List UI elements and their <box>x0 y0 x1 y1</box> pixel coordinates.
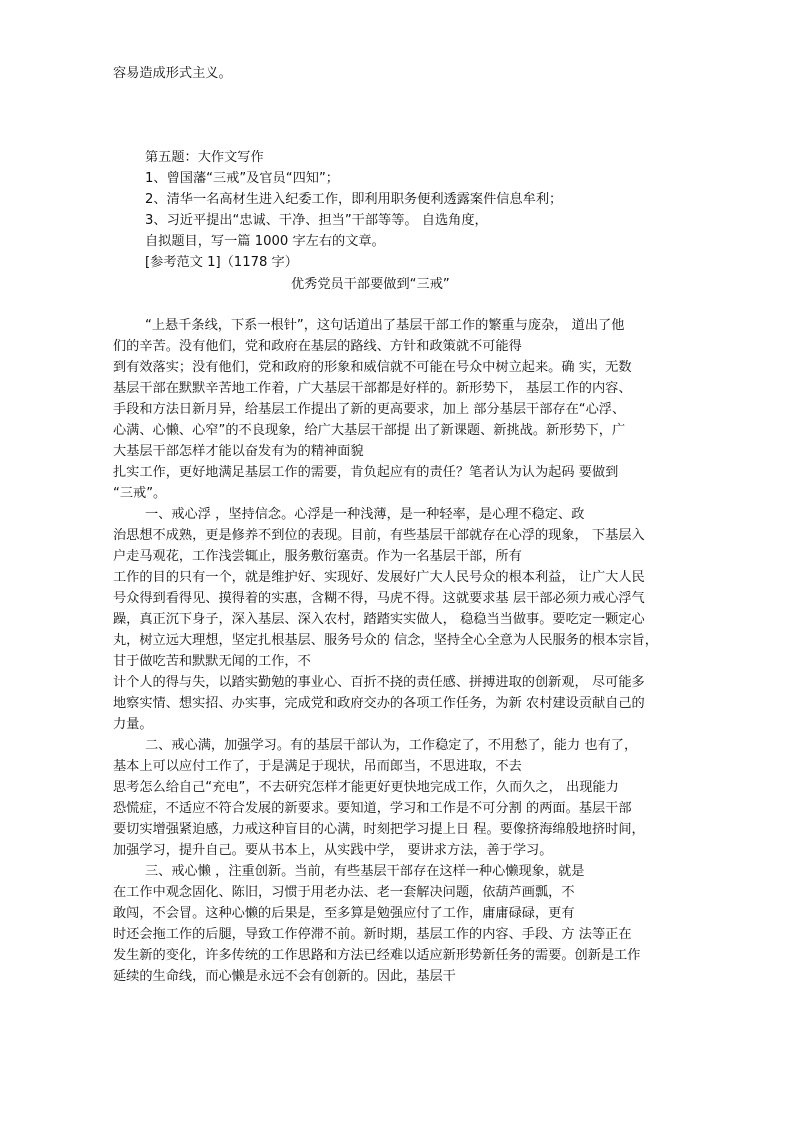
reference-label: [参考范文 1]（1178 字） <box>145 255 298 270</box>
essay-line: 敢闯，不会冒。这种心懒的后果是，至多算是勉强应付了工作，庸庸碌碌，更有 <box>113 906 575 921</box>
essay-line: 要切实增强紧迫感，力戒这种盲目的心满，时刻把学习提上日 程。要像挤海绵般地挤时间， <box>113 822 645 837</box>
question-item-1: 1、曾国藩“三戒”及官员“四知”； <box>145 171 339 186</box>
essay-line: 号众得到看得见、摸得着的实惠，含糊不得，马虎不得。这就要求基 层干部必须力戒心浮气 <box>113 591 645 606</box>
question-item-2: 2、清华一名高材生进入纪委工作，即利用职务便利透露案件信息牟利； <box>145 192 563 207</box>
essay-line: 思考怎么给自己“充电”，不去研究怎样才能更好更快地完成工作，久而久之， 出现能力 <box>113 780 619 795</box>
essay-line: 躁，真正沉下身子，深入基层、深入农村，踏踏实实做人， 稳稳当当做事。要吃定一颗定心 <box>113 612 645 627</box>
essay-line: 时还会拖工作的后腿，导致工作停滞不前。新时期，基层工作的内容、手段、方 法等正在 <box>113 927 632 942</box>
essay-line: 丸，树立远大理想，坚定扎根基层、服务号众的 信念，坚持全心全意为人民服务的根本宗旨， <box>113 633 658 648</box>
essay-line: 二、戒心满，加强学习。有的基层干部认为，工作稳定了，不用愁了，能力 也有了， <box>145 738 638 753</box>
essay-line: 们的辛苦。没有他们，党和政府在基层的路线、方针和政策就不可能得 <box>113 339 522 354</box>
essay-line: 治思想不成熟，更是修养不到位的表现。目前，有些基层干部就存在心浮的现象， 下基层入 <box>113 528 645 543</box>
essay-line: 地察实情、想实招、办实事，完成党和政府交办的各项工作任务，为新 农村建设贡献自己的 <box>113 696 645 711</box>
essay-line: 加强学习，提升自己。要从书本上，从实践中学， 要讲求方法，善于学习。 <box>113 843 553 858</box>
question-heading: 第五题：大作文写作 <box>145 150 264 165</box>
essay-line: 延续的生命线，而心懒是永远不会有创新的。因此，基层干 <box>113 969 456 984</box>
essay-line: 手段和方法日新月异，给基层工作提出了新的更高要求，加上 部分基层干部存在“心浮、 <box>113 402 626 417</box>
essay-line: 到有效落实；没有他们，党和政府的形象和威信就不可能在号众中树立起来。确 实，无数 <box>113 360 632 375</box>
essay-line: 扎实工作，更好地满足基层工作的需要，肯负起应有的责任？笔者认为认为起码 要做到 <box>113 465 619 480</box>
essay-line: 甘于做吃苦和默默无闻的工作，不 <box>113 654 311 669</box>
essay-line: 工作的目的只有一个，就是维护好、实现好、发展好广大人民号众的根本利益， 让广大人民 <box>113 570 645 585</box>
essay-line: “三戒”。 <box>113 486 167 501</box>
essay-line: 计个人的得与失，以踏实勤勉的事业心、百折不挠的责任感、拼搏进取的创新观， 尽可能多 <box>113 675 645 690</box>
essay-line: 恐慌症，不适应不符合发展的新要求。要知道，学习和工作是不可分割 的两面。基层干部 <box>113 801 632 816</box>
question-item-3: 3、习近平提出“忠诚、干净、担当”干部等等。 自选角度， <box>145 213 488 228</box>
essay-line: 基层干部在默默辛苦地工作着，广大基层干部都是好样的。新形势下， 基层工作的内容、 <box>113 381 632 396</box>
essay-line: 在工作中观念固化、陈旧，习惯于用老办法、老一套解决问题，依葫芦画瓢，不 <box>113 885 575 900</box>
essay-line: 发生新的变化，许多传统的工作思路和方法已经难以适应新形势新任务的需要。创新是工作 <box>113 948 641 963</box>
essay-line: 户走马观花，工作浅尝辄止，服务敷衍塞责。作为一名基层干部，所有 <box>113 549 522 564</box>
essay-line: 基本上可以应付工作了，于是满足于现状，吊而郎当，不思进取，不去 <box>113 759 522 774</box>
top-line: 容易造成形式主义。 <box>113 66 232 81</box>
question-instruction: 自拟题目，写一篇 1000 字左右的文章。 <box>145 234 385 249</box>
essay-title: 优秀党员干部要做到“三戒” <box>291 277 450 292</box>
essay-line: 心满、心懒、心窄”的不良现象，给广大基层干部提 出了新课题、新挑战。新形势下，广 <box>113 423 626 438</box>
essay-line: 大基层干部怎样才能以奋发有为的精神面貌 <box>113 444 364 459</box>
essay-line: 三、戒心懒 ，注重创新。当前，有些基层干部存在这样一种心懒现象，就是 <box>145 864 585 879</box>
essay-line: 力量。 <box>113 717 153 732</box>
essay-line: “上悬千条线，下系一根针”，这句话道出了基层干部工作的繁重与庞杂， 道出了他 <box>145 318 625 333</box>
essay-line: 一、戒心浮 ，坚持信念。心浮是一种浅薄，是一种轻率，是心理不稳定、政 <box>145 507 585 522</box>
